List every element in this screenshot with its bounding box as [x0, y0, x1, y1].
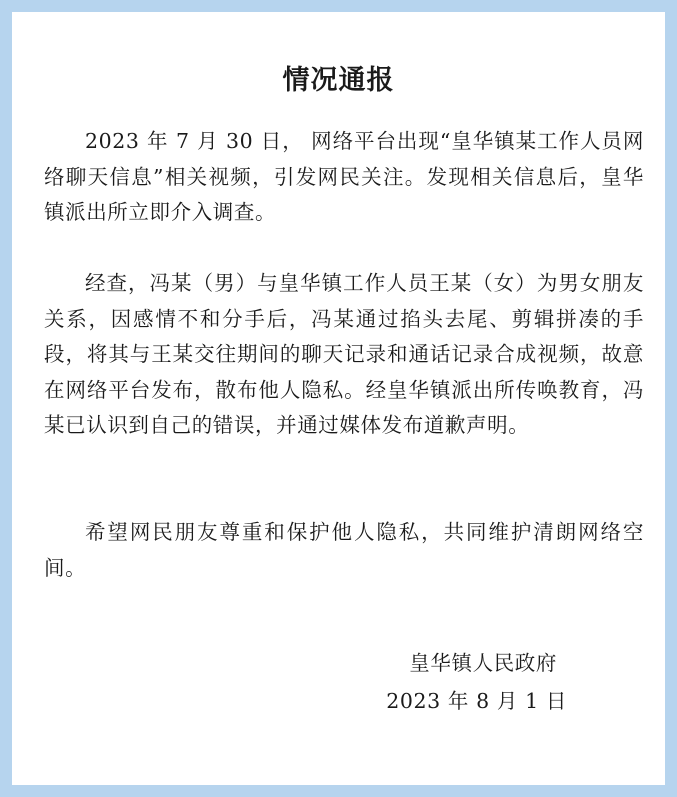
paragraph-appeal: 希望网民朋友尊重和保护他人隐私，共同维护清朗网络空间。 — [44, 520, 644, 580]
signature-organization: 皇华镇人民政府 — [409, 651, 557, 675]
signature-date: 2023 年 8 月 1 日 — [386, 689, 567, 713]
page-title: 情况通报 — [282, 65, 395, 96]
paragraph-investigation: 经查，冯某（男）与皇华镇工作人员王某（女）为男女朋友关系，因感情不和分手后，冯某通过掐头去尾、剪辑拼凑的手段，将其与王某交往期间的聊天记录和通话记录合成视频，故意在网络平台发布，散布他人隐私。经皇华镇派出所传唤教育，冯某已认识到自己的错误，并通过媒体发布道歉声明。 — [44, 271, 644, 437]
paragraph-incident: 2023 年 7 月 30 日， 网络平台出现“皇华镇某工作人员网络聊天信息”相关视频，引发网民关注。发现相关信息后，皇华镇派出所立即介入调查。 — [44, 129, 644, 224]
